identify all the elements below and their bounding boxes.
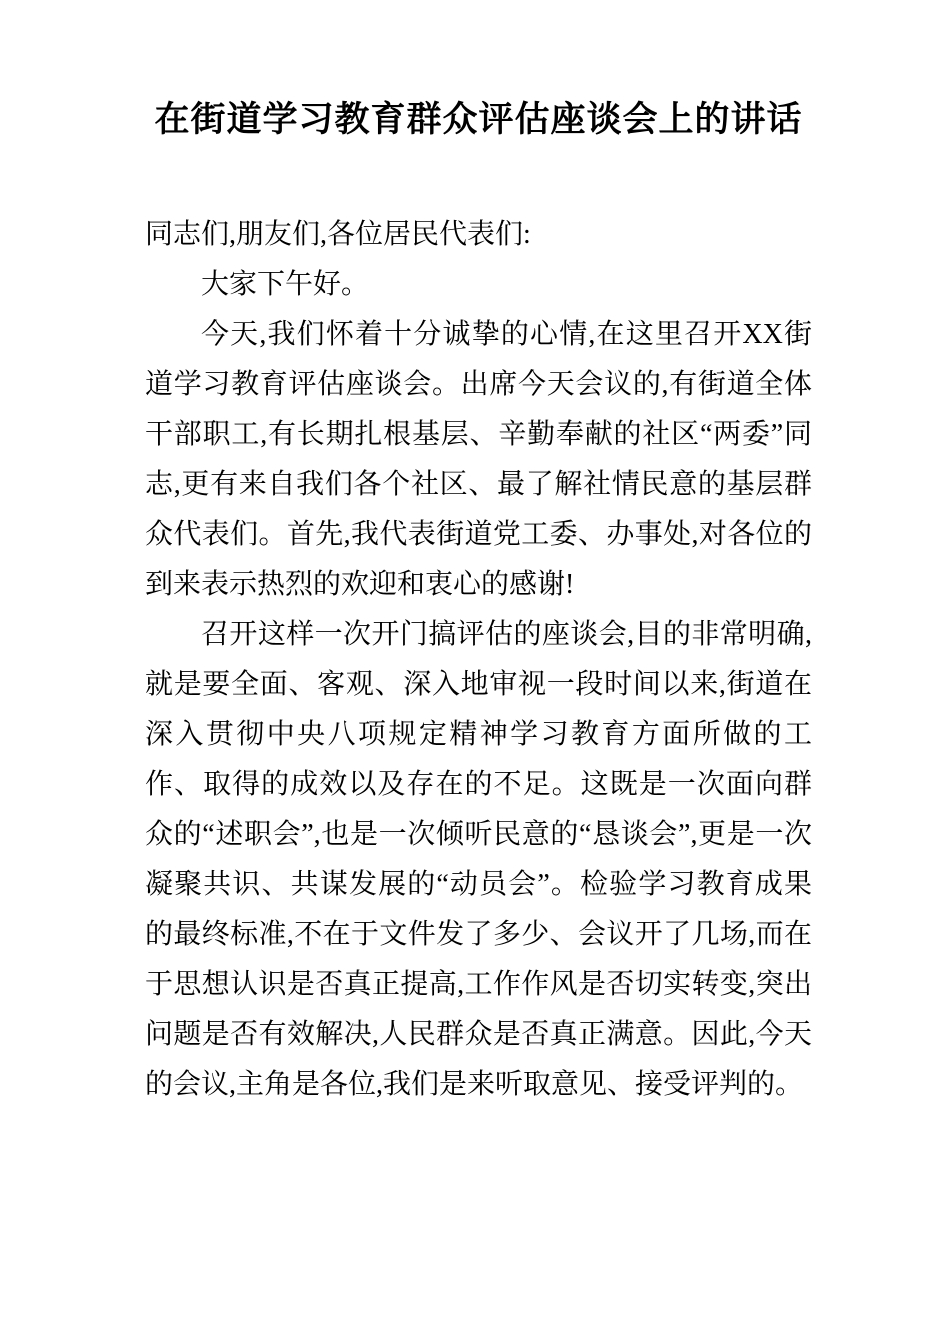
paragraph-greeting: 大家下午好。 — [201, 269, 370, 300]
paragraph-purpose: 召开这样一次开门搞评估的座谈会,目的非常明确,就是要全面、客观、深入地审视一段时间以来,街道在深入贯彻中央八项规定精神学习教育方面所做的工作、取得的成效以及存在的不足。这既是一次面向群众的“述职会”,也是一次倾听民意的“恳谈会”,更是一次凝聚共识、共谋发展的“动员会”。检验学习教育成果的最终标准,不在于文件发了多少、会议开了几场,而在于思想认识是否真正提高,工作作风是否切实转变,突出问题是否有效解决,人民群众是否真正满意。因此,今天的会议,主角是各位,我们是来听取意见、接受评判的。 — [145, 619, 812, 1100]
document-title: 在街道学习教育群众评估座谈会上的讲话 — [154, 100, 803, 139]
paragraph-salutation: 同志们,朋友们,各位居民代表们: — [145, 219, 531, 250]
paragraph-opening: 今天,我们怀着十分诚挚的心情,在这里召开XX街道学习教育评估座谈会。出席今天会议的,有街道全体干部职工,有长期扎根基层、辛勤奉献的社区“两委”同志,更有来自我们各个社区、最了解社情民意的基层群众代表们。首先,我代表街道党工委、办事处,对各位的到来表示热烈的欢迎和衷心的感谢! — [145, 319, 812, 600]
